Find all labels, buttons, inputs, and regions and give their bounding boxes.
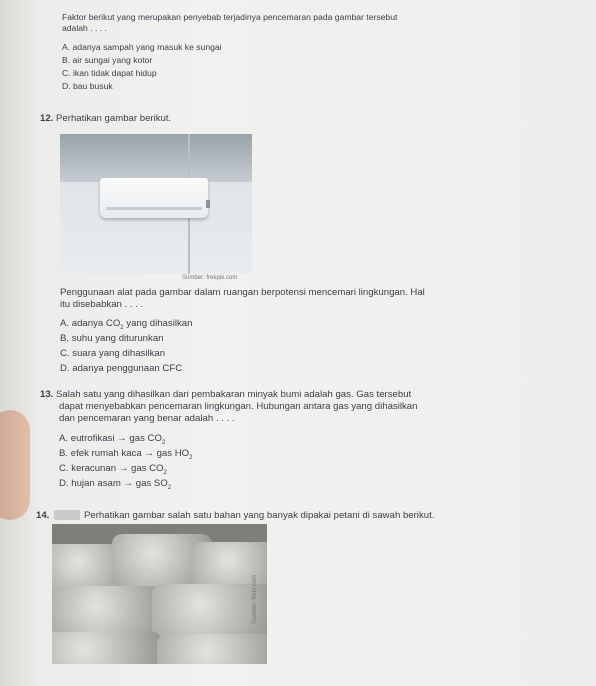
air-conditioner-photo bbox=[60, 134, 252, 274]
q12-option-c: C. suara yang dihasilkan bbox=[60, 348, 166, 359]
q11-stem-line2: adalah . . . . bbox=[62, 23, 107, 33]
q11-option-c: C. ikan tidak dapat hidup bbox=[62, 68, 157, 78]
q13-option-c: C. keracunan → gas $CO_2$ bbox=[59, 463, 167, 476]
q13-option-a: A. eutrofikasi → gas $CO_2$ bbox=[59, 433, 166, 446]
q14-stem: Perhatikan gambar salah satu bahan yang banyak dipakai petani di sawah berikut. bbox=[84, 510, 435, 521]
q13-option-d: D. hujan asam → gas $SO_2$ bbox=[59, 478, 172, 491]
hots-badge-icon bbox=[54, 510, 80, 520]
q12-option-a: A. adanya $CO_2$ yang dihasilkan bbox=[60, 318, 193, 331]
air-conditioner-icon bbox=[100, 178, 208, 218]
q11-stem-line1: Faktor berikut yang merupakan penyebab terjadinya pencemaran pada gambar tersebut bbox=[62, 12, 398, 22]
finger-shadow bbox=[0, 410, 30, 520]
q12-heading: 12. Perhatikan gambar berikut. bbox=[40, 113, 172, 124]
fertilizer-sacks-photo bbox=[52, 524, 267, 664]
q13-stem-line2: dapat menyebabkan pencemaran lingkungan. Hubungan antara gas yang dihasilkan bbox=[59, 401, 418, 412]
q13-stem-line3: dan pencemaran yang benar adalah . . . . bbox=[59, 413, 235, 424]
q12-stem-line1: Penggunaan alat pada gambar dalam ruangan berpotensi mencemari lingkungan. Hal bbox=[60, 287, 425, 298]
q13-option-b: B. efek rumah kaca → gas $HO_2$ bbox=[59, 448, 193, 461]
q11-option-a: A. adanya sampah yang masuk ke sungai bbox=[62, 42, 222, 52]
q14-image-caption: Sumber: flickr.com bbox=[252, 574, 258, 624]
q14-number: 14. bbox=[36, 510, 50, 521]
q12-option-b: B. suhu yang diturunkan bbox=[60, 333, 164, 344]
q12-image-caption: Sumber: freepik.com bbox=[182, 275, 238, 281]
q11-option-d: D. bau busuk bbox=[62, 81, 113, 91]
q11-option-b: B. air sungai yang kotor bbox=[62, 55, 153, 65]
q12-stem-line2: itu disebabkan . . . . bbox=[60, 299, 144, 310]
q13-stem-line1: 13. Salah satu yang dihasilkan dari pembakaran minyak bumi adalah gas. Gas tersebut bbox=[40, 389, 412, 400]
q12-option-d: D. adanya penggunaan CFC bbox=[60, 363, 183, 374]
